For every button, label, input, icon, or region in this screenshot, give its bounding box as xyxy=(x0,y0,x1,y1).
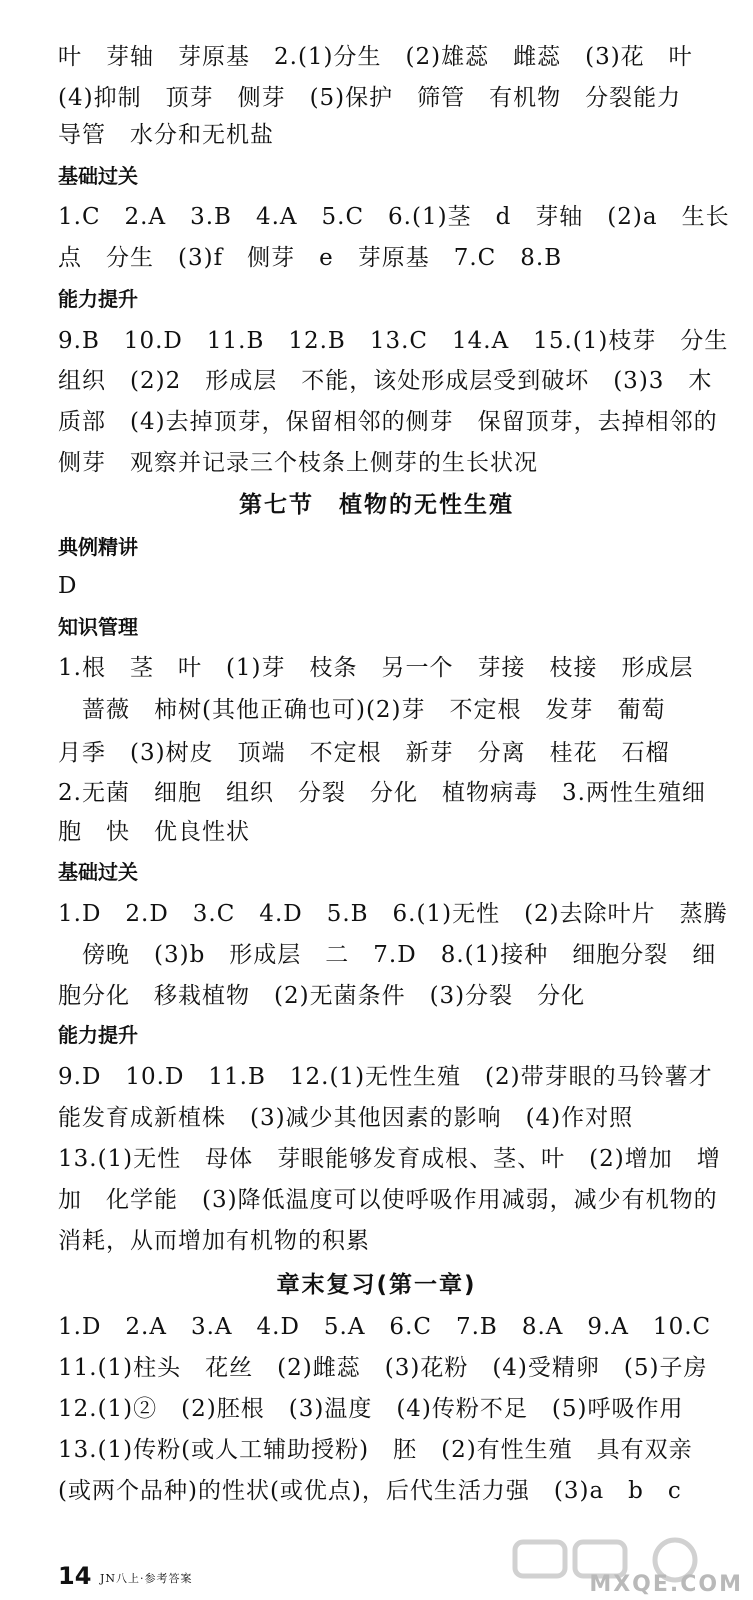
answer-line: 傍晚 (3)b 形成层 二 7.D 8.(1)接种 细胞分裂 细 xyxy=(82,942,717,968)
watermark-text: MXQE.COM xyxy=(589,1572,743,1597)
answer-line: 1.根 茎 叶 (1)芽 枝条 另一个 芽接 枝接 形成层 xyxy=(58,655,694,681)
section-subhead: 知识管理 xyxy=(58,615,138,639)
answer-line: 消耗，从而增加有机物的积累 xyxy=(58,1228,370,1254)
section-subhead: 能力提升 xyxy=(58,1023,138,1047)
answer-line: 加 化学能 (3)降低温度可以使呼吸作用减弱，减少有机物的 xyxy=(58,1187,718,1213)
answer-line: 侧芽 观察并记录三个枝条上侧芽的生长状况 xyxy=(58,450,538,476)
section-title: 章末复习(第一章) xyxy=(276,1272,477,1298)
answer-line: 胞分化 移栽植物 (2)无菌条件 (3)分裂 分化 xyxy=(58,983,586,1009)
page-number: 14 xyxy=(58,1562,92,1590)
answer-line: (或两个品种)的性状(或优点)，后代生活力强 (3)a b c xyxy=(58,1478,682,1504)
answer-line: 叶 芽轴 芽原基 2.(1)分生 (2)雄蕊 雌蕊 (3)花 叶 xyxy=(58,44,693,70)
answer-line: 13.(1)无性 母体 芽眼能够发育成根、茎、叶 (2)增加 增 xyxy=(58,1146,721,1172)
answer-line: 组织 (2)2 形成层 不能，该处形成层受到破坏 (3)3 木 xyxy=(58,368,713,394)
section-subhead: 典例精讲 xyxy=(58,535,138,559)
answer-line: 12.(1)② (2)胚根 (3)温度 (4)传粉不足 (5)呼吸作用 xyxy=(58,1396,684,1422)
answer-line: 胞 快 优良性状 xyxy=(58,819,250,845)
answer-line: 2.无菌 细胞 组织 分裂 分化 植物病毒 3.两性生殖细 xyxy=(58,780,706,806)
answer-line: 月季 (3)树皮 顶端 不定根 新芽 分离 桂花 石榴 xyxy=(58,740,670,766)
section-subhead: 能力提升 xyxy=(58,287,138,311)
answer-line: 1.C 2.A 3.B 4.A 5.C 6.(1)茎 d 芽轴 (2)a 生长 xyxy=(58,204,730,230)
answer-line: 9.B 10.D 11.B 12.B 13.C 14.A 15.(1)枝芽 分生 xyxy=(58,328,729,354)
answer-line: 1.D 2.D 3.C 4.D 5.B 6.(1)无性 (2)去除叶片 蒸腾 xyxy=(58,901,728,927)
answer-line: 点 分生 (3)f 侧芽 e 芽原基 7.C 8.B xyxy=(58,245,563,271)
answer-line: 13.(1)传粉(或人工辅助授粉) 胚 (2)有性生殖 具有双亲 xyxy=(58,1437,693,1463)
section-subhead: 基础过关 xyxy=(58,164,138,188)
section-title: 第七节 植物的无性生殖 xyxy=(239,492,514,518)
answer-line: (4)抑制 顶芽 侧芽 (5)保护 筛管 有机物 分裂能力 xyxy=(58,85,682,111)
section-subhead: 基础过关 xyxy=(58,860,138,884)
answer-line: 9.D 10.D 11.B 12.(1)无性生殖 (2)带芽眼的马铃薯才 xyxy=(58,1064,713,1090)
answer-line: 11.(1)柱头 花丝 (2)雌蕊 (3)花粉 (4)受精卵 (5)子房 xyxy=(58,1355,708,1381)
answer-line: D xyxy=(58,573,78,599)
answer-line: 导管 水分和无机盐 xyxy=(58,122,274,148)
answer-line: 1.D 2.A 3.A 4.D 5.A 6.C 7.B 8.A 9.A 10.C xyxy=(58,1314,712,1340)
answer-line: 蔷薇 柿树(其他正确也可)(2)芽 不定根 发芽 葡萄 xyxy=(82,697,666,723)
answer-line: 能发育成新植株 (3)减少其他因素的影响 (4)作对照 xyxy=(58,1105,634,1131)
footer-label: JN八上·参考答案 xyxy=(100,1572,193,1585)
answer-line: 质部 (4)去掉顶芽，保留相邻的侧芽 保留顶芽，去掉相邻的 xyxy=(58,409,718,435)
